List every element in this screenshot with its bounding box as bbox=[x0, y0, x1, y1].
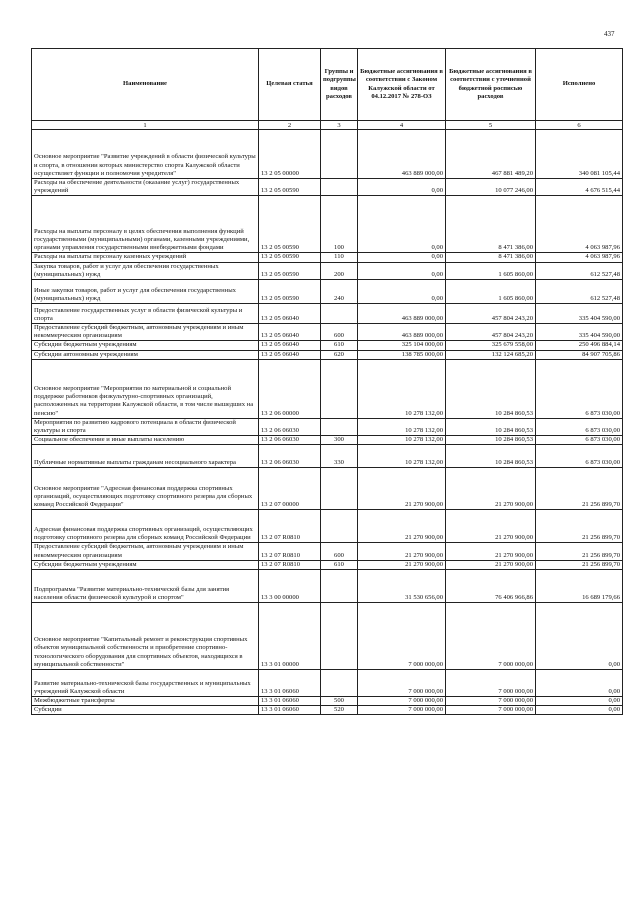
row-law-amount: 7 000 000,00 bbox=[358, 603, 446, 670]
table-row bbox=[32, 341, 623, 350]
row-expense-group bbox=[321, 570, 358, 603]
row-name: Развитие материально-технической базы государственных и муниципальных учреждений Калужской области bbox=[32, 670, 259, 697]
row-target-code: 13 2 07 00000 bbox=[259, 468, 321, 510]
row-name: Иные закупки товаров, работ и услуг для обеспечения государственных (муниципальных) нужд bbox=[32, 280, 259, 304]
row-updated-amount: 457 804 243,20 bbox=[446, 324, 536, 341]
row-executed-amount: 6 873 030,00 bbox=[536, 359, 623, 418]
table-row bbox=[32, 445, 623, 468]
table-row bbox=[32, 280, 623, 304]
row-target-code: 13 2 05 06040 bbox=[259, 341, 321, 350]
row-expense-group: 610 bbox=[321, 560, 358, 569]
row-name: Мероприятия по развитию кадрового потенциала в области физической культуры и спорта bbox=[32, 418, 259, 435]
row-executed-amount: 4 063 987,96 bbox=[536, 253, 623, 262]
row-name: Субсидии bbox=[32, 706, 259, 715]
row-name: Предоставление государственных услуг в области физической культуры и спорта bbox=[32, 304, 259, 324]
table-row bbox=[32, 324, 623, 341]
table-row bbox=[32, 436, 623, 445]
row-name: Основное мероприятие "Капитальный ремонт и реконструкция спортивных объектов муниципальной собственности и приобретение спортивно-технологического оборудования для спортивных объектов, находящихся в муниципальной собственности" bbox=[32, 603, 259, 670]
row-law-amount: 0,00 bbox=[358, 262, 446, 279]
budget-table bbox=[31, 48, 623, 715]
header-updated: Бюджетные ассигнования в соответствии с уточненной бюджетной росписью расходов bbox=[446, 49, 536, 121]
row-law-amount: 138 785 000,00 bbox=[358, 350, 446, 359]
table-row bbox=[32, 196, 623, 253]
row-law-amount: 10 278 132,00 bbox=[358, 359, 446, 418]
row-target-code: 13 2 05 00000 bbox=[259, 130, 321, 179]
row-executed-amount: 16 689 179,66 bbox=[536, 570, 623, 603]
row-law-amount: 0,00 bbox=[358, 253, 446, 262]
row-expense-group: 600 bbox=[321, 324, 358, 341]
row-target-code: 13 3 01 00000 bbox=[259, 603, 321, 670]
table-row bbox=[32, 670, 623, 697]
row-name: Межбюджетные трансферты bbox=[32, 697, 259, 706]
row-target-code: 13 2 05 06040 bbox=[259, 324, 321, 341]
table-row bbox=[32, 179, 623, 196]
row-target-code: 13 2 05 06040 bbox=[259, 350, 321, 359]
row-name: Расходы на выплаты персоналу в целях обеспечения выполнения функций государственными (муниципальными) органами, казенными учреждениями, органами управления государственными внебюджетными фондами bbox=[32, 196, 259, 253]
row-updated-amount: 21 270 900,00 bbox=[446, 510, 536, 543]
row-executed-amount: 340 081 105,44 bbox=[536, 130, 623, 179]
table-row bbox=[32, 510, 623, 543]
table-row bbox=[32, 262, 623, 279]
row-law-amount: 10 278 132,00 bbox=[358, 418, 446, 435]
row-target-code: 13 2 05 00590 bbox=[259, 196, 321, 253]
row-expense-group: 330 bbox=[321, 445, 358, 468]
row-executed-amount: 250 496 884,14 bbox=[536, 341, 623, 350]
row-law-amount: 21 270 900,00 bbox=[358, 560, 446, 569]
row-updated-amount: 457 804 243,20 bbox=[446, 304, 536, 324]
column-number: 4 bbox=[358, 121, 446, 130]
row-updated-amount: 7 000 000,00 bbox=[446, 697, 536, 706]
row-updated-amount: 10 284 860,53 bbox=[446, 436, 536, 445]
row-updated-amount: 21 270 900,00 bbox=[446, 560, 536, 569]
row-updated-amount: 132 124 685,20 bbox=[446, 350, 536, 359]
row-name: Предоставление субсидий бюджетным, автономным учреждениям и иным некоммерческим организациям bbox=[32, 543, 259, 560]
row-name: Субсидии автономным учреждениям bbox=[32, 350, 259, 359]
row-expense-group: 500 bbox=[321, 697, 358, 706]
table-row bbox=[32, 570, 623, 603]
table-row bbox=[32, 706, 623, 715]
row-expense-group bbox=[321, 510, 358, 543]
row-target-code: 13 2 06 00000 bbox=[259, 359, 321, 418]
row-updated-amount: 8 471 386,00 bbox=[446, 196, 536, 253]
row-expense-group: 600 bbox=[321, 543, 358, 560]
table-row bbox=[32, 359, 623, 418]
header-law: Бюджетные ассигнования в соответствии с Законом Калужской области от 04.12.2017 № 278-ОЗ bbox=[358, 49, 446, 121]
row-law-amount: 463 889 000,00 bbox=[358, 304, 446, 324]
row-law-amount: 0,00 bbox=[358, 280, 446, 304]
header-executed: Исполнено bbox=[536, 49, 623, 121]
row-target-code: 13 2 05 00590 bbox=[259, 179, 321, 196]
row-executed-amount: 612 527,48 bbox=[536, 262, 623, 279]
column-number: 3 bbox=[321, 121, 358, 130]
table-row bbox=[32, 603, 623, 670]
column-number: 6 bbox=[536, 121, 623, 130]
row-executed-amount: 335 404 590,00 bbox=[536, 304, 623, 324]
table-row bbox=[32, 350, 623, 359]
row-law-amount: 10 278 132,00 bbox=[358, 436, 446, 445]
table-row bbox=[32, 697, 623, 706]
row-name: Адресная финансовая поддержка спортивных организаций, осуществляющих подготовку спортивного резерва для сборных команд Российской Федерации bbox=[32, 510, 259, 543]
row-name: Публичные нормативные выплаты гражданам несоциального характера bbox=[32, 445, 259, 468]
row-expense-group bbox=[321, 418, 358, 435]
row-law-amount: 7 000 000,00 bbox=[358, 670, 446, 697]
row-executed-amount: 335 404 590,00 bbox=[536, 324, 623, 341]
row-updated-amount: 10 284 860,53 bbox=[446, 418, 536, 435]
row-target-code: 13 2 07 R0810 bbox=[259, 510, 321, 543]
row-law-amount: 7 000 000,00 bbox=[358, 706, 446, 715]
row-expense-group: 610 bbox=[321, 341, 358, 350]
row-expense-group bbox=[321, 304, 358, 324]
row-executed-amount: 6 873 030,00 bbox=[536, 418, 623, 435]
row-target-code: 13 2 05 00590 bbox=[259, 253, 321, 262]
row-law-amount: 31 530 656,00 bbox=[358, 570, 446, 603]
row-expense-group bbox=[321, 179, 358, 196]
row-name: Основное мероприятие "Мероприятия по материальной и социальной поддержке работников физкультурно-спортивных организаций, расположенных на территории Калужской области, в том числе вышедших на пенсию" bbox=[32, 359, 259, 418]
row-expense-group: 110 bbox=[321, 253, 358, 262]
row-target-code: 13 2 07 R0810 bbox=[259, 543, 321, 560]
row-name: Основное мероприятие "Развитие учреждений в области физической культуры и спорта, в отношении которых министерство спорта Калужской области осуществляет функции и полномочия учредителя" bbox=[32, 130, 259, 179]
row-expense-group: 100 bbox=[321, 196, 358, 253]
row-name: Предоставление субсидий бюджетным, автономным учреждениям и иным некоммерческим организациям bbox=[32, 324, 259, 341]
row-updated-amount: 7 000 000,00 bbox=[446, 670, 536, 697]
row-target-code: 13 2 06 06030 bbox=[259, 418, 321, 435]
row-name: Расходы на обеспечение деятельности (оказание услуг) государственных учреждений bbox=[32, 179, 259, 196]
row-expense-group bbox=[321, 359, 358, 418]
row-expense-group: 200 bbox=[321, 262, 358, 279]
row-law-amount: 0,00 bbox=[358, 196, 446, 253]
row-law-amount: 10 278 132,00 bbox=[358, 445, 446, 468]
row-executed-amount: 4 676 515,44 bbox=[536, 179, 623, 196]
row-updated-amount: 1 605 860,00 bbox=[446, 262, 536, 279]
header-name: Наименование bbox=[32, 49, 259, 121]
row-law-amount: 7 000 000,00 bbox=[358, 697, 446, 706]
table-row bbox=[32, 560, 623, 569]
row-updated-amount: 7 000 000,00 bbox=[446, 706, 536, 715]
column-number-row bbox=[32, 121, 623, 130]
table-row bbox=[32, 304, 623, 324]
header-row bbox=[32, 49, 623, 121]
row-updated-amount: 21 270 900,00 bbox=[446, 468, 536, 510]
table-row bbox=[32, 418, 623, 435]
row-target-code: 13 3 01 06060 bbox=[259, 697, 321, 706]
row-target-code: 13 2 05 00590 bbox=[259, 280, 321, 304]
row-target-code: 13 2 05 06040 bbox=[259, 304, 321, 324]
row-name: Основное мероприятие "Адресная финансовая поддержка спортивных организаций, осуществляющих подготовку спортивного резерва для сборных команд Российской Федерации" bbox=[32, 468, 259, 510]
row-expense-group bbox=[321, 130, 358, 179]
row-target-code: 13 2 07 R0810 bbox=[259, 560, 321, 569]
row-updated-amount: 10 284 860,53 bbox=[446, 359, 536, 418]
row-target-code: 13 2 06 06030 bbox=[259, 436, 321, 445]
row-expense-group bbox=[321, 670, 358, 697]
row-executed-amount: 6 873 030,00 bbox=[536, 436, 623, 445]
row-updated-amount: 8 471 386,00 bbox=[446, 253, 536, 262]
row-expense-group: 300 bbox=[321, 436, 358, 445]
row-executed-amount: 0,00 bbox=[536, 670, 623, 697]
row-law-amount: 463 889 000,00 bbox=[358, 324, 446, 341]
row-law-amount: 325 104 000,00 bbox=[358, 341, 446, 350]
row-executed-amount: 21 256 899,70 bbox=[536, 510, 623, 543]
row-expense-group: 240 bbox=[321, 280, 358, 304]
row-executed-amount: 6 873 030,00 bbox=[536, 445, 623, 468]
row-name: Закупка товаров, работ и услуг для обеспечения государственных (муниципальных) нужд bbox=[32, 262, 259, 279]
row-expense-group bbox=[321, 468, 358, 510]
table-row bbox=[32, 468, 623, 510]
row-executed-amount: 4 063 987,96 bbox=[536, 196, 623, 253]
row-expense-group bbox=[321, 603, 358, 670]
row-target-code: 13 2 06 06030 bbox=[259, 445, 321, 468]
table-row bbox=[32, 253, 623, 262]
header-group: Группы и подгруппы видов расходов bbox=[321, 49, 358, 121]
row-name: Социальное обеспечение и иные выплаты населению bbox=[32, 436, 259, 445]
page-number: 437 bbox=[604, 30, 615, 38]
row-name: Субсидии бюджетным учреждениям bbox=[32, 560, 259, 569]
row-name: Субсидии бюджетным учреждениям bbox=[32, 341, 259, 350]
row-executed-amount: 0,00 bbox=[536, 697, 623, 706]
row-executed-amount: 0,00 bbox=[536, 706, 623, 715]
row-expense-group: 520 bbox=[321, 706, 358, 715]
row-updated-amount: 325 679 558,00 bbox=[446, 341, 536, 350]
row-law-amount: 21 270 900,00 bbox=[358, 543, 446, 560]
table-row bbox=[32, 543, 623, 560]
row-law-amount: 21 270 900,00 bbox=[358, 510, 446, 543]
row-expense-group: 620 bbox=[321, 350, 358, 359]
row-law-amount: 463 889 000,00 bbox=[358, 130, 446, 179]
table-row bbox=[32, 130, 623, 179]
row-target-code: 13 3 01 06060 bbox=[259, 670, 321, 697]
row-updated-amount: 7 000 000,00 bbox=[446, 603, 536, 670]
row-target-code: 13 3 00 00000 bbox=[259, 570, 321, 603]
row-law-amount: 0,00 bbox=[358, 179, 446, 196]
row-updated-amount: 10 077 246,00 bbox=[446, 179, 536, 196]
column-number: 1 bbox=[32, 121, 259, 130]
row-target-code: 13 3 01 06060 bbox=[259, 706, 321, 715]
row-executed-amount: 21 256 899,70 bbox=[536, 560, 623, 569]
row-executed-amount: 21 256 899,70 bbox=[536, 543, 623, 560]
row-executed-amount: 0,00 bbox=[536, 603, 623, 670]
column-number: 2 bbox=[259, 121, 321, 130]
row-updated-amount: 467 881 489,20 bbox=[446, 130, 536, 179]
row-law-amount: 21 270 900,00 bbox=[358, 468, 446, 510]
row-updated-amount: 21 270 900,00 bbox=[446, 543, 536, 560]
row-name: Расходы на выплаты персоналу казенных учреждений bbox=[32, 253, 259, 262]
row-executed-amount: 612 527,48 bbox=[536, 280, 623, 304]
row-name: Подпрограмма "Развитие материально-технической базы для занятия населения области физической культурой и спортом" bbox=[32, 570, 259, 603]
header-code: Целевая статья bbox=[259, 49, 321, 121]
row-executed-amount: 84 907 705,86 bbox=[536, 350, 623, 359]
row-executed-amount: 21 256 899,70 bbox=[536, 468, 623, 510]
row-target-code: 13 2 05 00590 bbox=[259, 262, 321, 279]
row-updated-amount: 1 605 860,00 bbox=[446, 280, 536, 304]
row-updated-amount: 10 284 860,53 bbox=[446, 445, 536, 468]
row-updated-amount: 76 406 966,86 bbox=[446, 570, 536, 603]
column-number: 5 bbox=[446, 121, 536, 130]
